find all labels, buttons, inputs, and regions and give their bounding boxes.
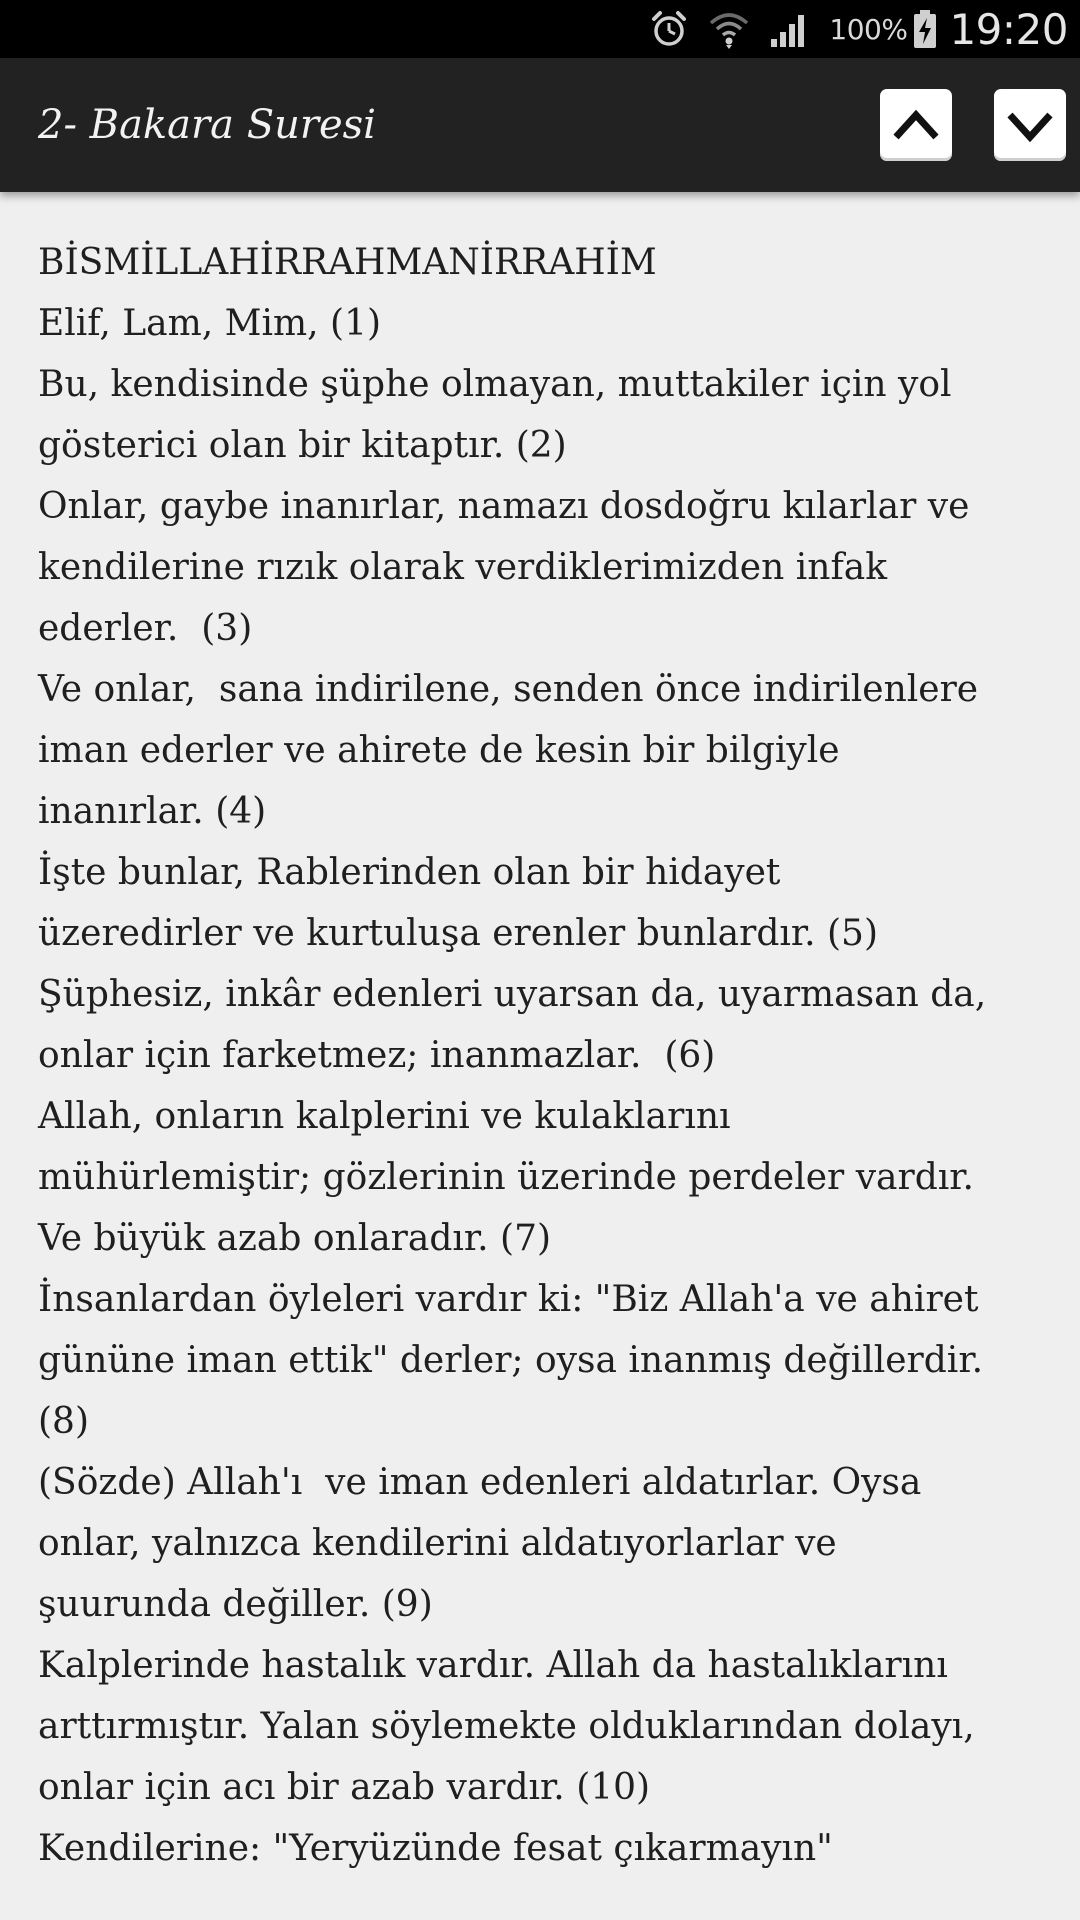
text-line: Elif, Lam, Mim, (1) xyxy=(38,303,382,344)
text-line: (Sözde) Allah'ı ve iman edenleri aldatırlar. Oysa xyxy=(38,1462,922,1503)
chevron-down-icon xyxy=(1004,105,1056,145)
text-line: şuurunda değiller. (9) xyxy=(38,1584,433,1625)
text-line: onlar için acı bir azab vardır. (10) xyxy=(38,1767,651,1808)
previous-button[interactable] xyxy=(880,89,952,161)
battery-percent: 100% xyxy=(829,12,908,46)
chevron-up-icon xyxy=(890,105,942,145)
text-line: BİSMİLLAHİRRAHMANİRRAHİM xyxy=(38,242,657,283)
text-line: İşte bunlar, Rablerinden olan bir hidayet xyxy=(38,852,781,893)
text-line: arttırmıştır. Yalan söylemekte olduklarından dolayı, xyxy=(38,1706,975,1747)
signal-icon xyxy=(769,0,811,58)
status-bar xyxy=(0,0,1080,58)
page-title: 2- Bakara Suresi xyxy=(38,102,376,148)
text-line: onlar için farketmez; inanmazlar. (6) xyxy=(38,1035,716,1076)
app-bar xyxy=(0,58,1080,192)
sura-text xyxy=(38,232,1048,1879)
battery-charging-icon xyxy=(913,0,937,58)
text-line: Şüphesiz, inkâr edenleri uyarsan da, uyarmasan da, xyxy=(38,974,987,1015)
text-line: Onlar, gaybe inanırlar, namazı dosdoğru kılarlar ve xyxy=(38,486,970,527)
text-line: Ve onlar, sana indirilene, senden önce indirilenlere xyxy=(38,669,979,710)
text-line: onlar, yalnızca kendilerini aldatıyorlarlar ve xyxy=(38,1523,837,1564)
text-line: Kalplerinde hastalık vardır. Allah da hastalıklarını xyxy=(38,1645,948,1686)
text-line: Bu, kendisinde şüphe olmayan, muttakiler için yol xyxy=(38,364,952,405)
text-line: gösterici olan bir kitaptır. (2) xyxy=(38,425,567,466)
text-line: inanırlar. (4) xyxy=(38,791,267,832)
text-line: kendilerine rızık olarak verdiklerimizden infak xyxy=(38,547,888,588)
text-line: Allah, onların kalplerini ve kulaklarını xyxy=(38,1096,731,1137)
text-line: İnsanlardan öyleleri vardır ki: "Biz Allah'a ve ahiret xyxy=(38,1279,979,1320)
wifi-icon xyxy=(707,0,751,58)
clock: 19:20 xyxy=(949,4,1068,54)
alarm-icon xyxy=(649,0,689,58)
next-button[interactable] xyxy=(994,89,1066,161)
text-line: Ve büyük azab onlaradır. (7) xyxy=(38,1218,552,1259)
text-line: Kendilerine: "Yeryüzünde fesat çıkarmayın" xyxy=(38,1828,833,1869)
text-line: üzeredirler ve kurtuluşa erenler bunlardır. (5) xyxy=(38,913,879,954)
text-line: gününe iman ettik" derler; oysa inanmış değillerdir. xyxy=(38,1340,984,1381)
text-line: mühürlemiştir; gözlerinin üzerinde perdeler vardır. xyxy=(38,1157,974,1198)
text-line: ederler. (3) xyxy=(38,608,253,649)
text-line: (8) xyxy=(38,1401,89,1442)
text-line: iman ederler ve ahirete de kesin bir bilgiyle xyxy=(38,730,840,771)
